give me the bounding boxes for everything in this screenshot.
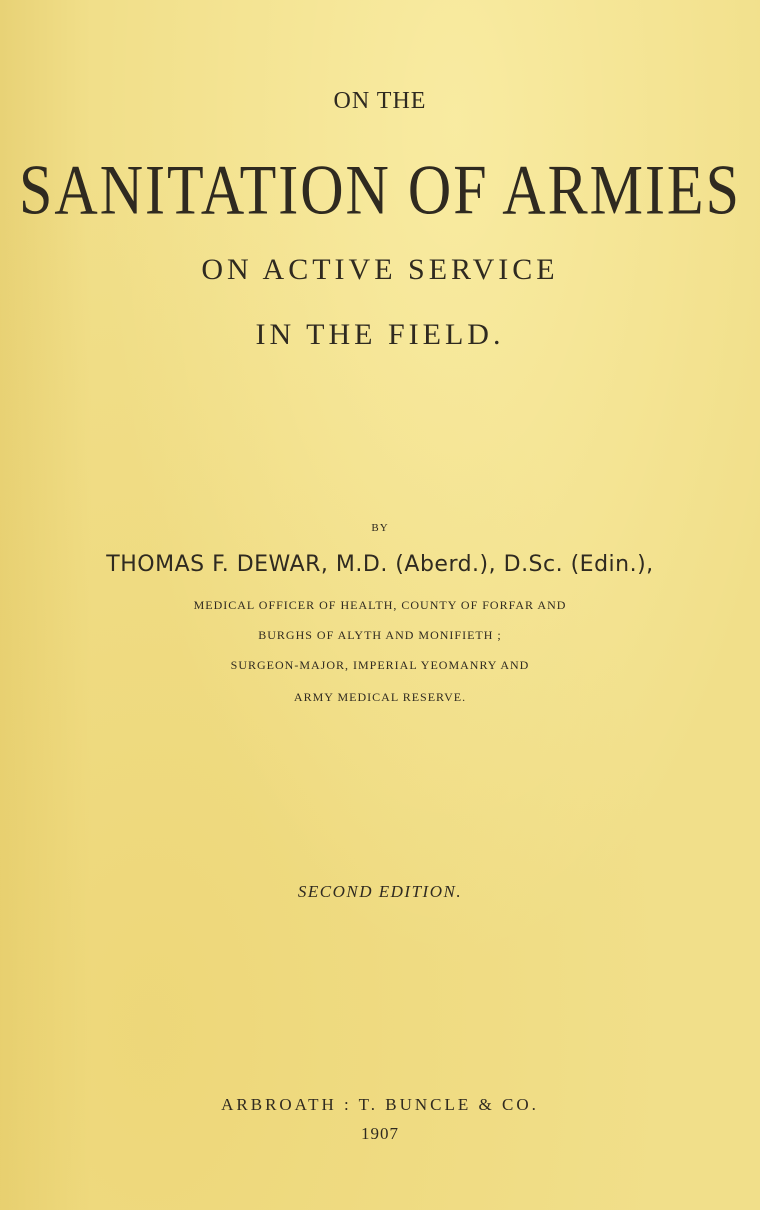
author-credential: MEDICAL OFFICER OF HEALTH, COUNTY OF FORFAR AND — [193, 598, 567, 612]
subtitle-line-1: ON ACTIVE SERVICE — [201, 253, 559, 286]
author-credential: BURGHS OF ALYTH AND MONIFIETH ; — [258, 628, 502, 642]
subtitle-line-2: IN THE FIELD. — [255, 318, 505, 351]
by-label: BY — [371, 522, 389, 534]
author-name: THOMAS F. DEWAR, M.D. (Aberd.), D.Sc. (Edin.), — [106, 552, 654, 577]
pre-title: ON THE — [333, 88, 427, 114]
author-credential: ARMY MEDICAL RESERVE. — [293, 690, 467, 704]
book-title: SANITATION OF ARMIES — [19, 151, 741, 230]
author-credential: SURGEON-MAJOR, IMPERIAL YEOMANRY AND — [230, 658, 530, 672]
publisher-imprint: ARBROATH : T. BUNCLE & CO. — [221, 1095, 539, 1114]
publication-year: 1907 — [361, 1124, 399, 1143]
edition-label: SECOND EDITION. — [297, 882, 463, 901]
